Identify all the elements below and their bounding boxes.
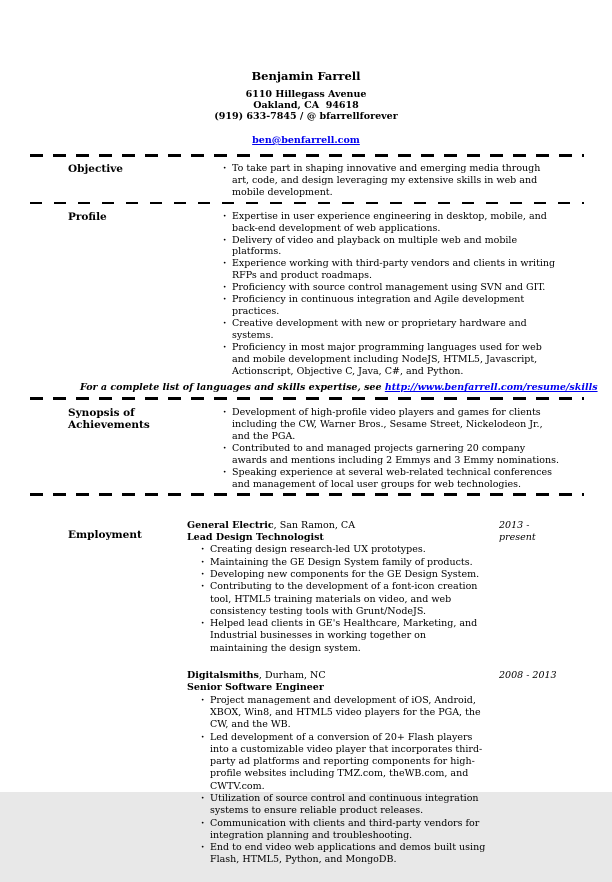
- bullet-item: · Utilization of source control and continuous integration systems to ensure reliable product releases.: [200, 793, 486, 818]
- section-synopsis: [0, 407, 612, 490]
- bullet-item: · Creative development with new or proprietary hardware and systems.: [222, 318, 560, 342]
- person-name: Benjamin Farrell: [251, 69, 361, 83]
- bullet-item: · Project management and development of iOS, Android, XBOX, Win8, and HTML5 video players for the PGA, the CW, and the WB.: [200, 695, 486, 732]
- resume-header: [0, 0, 612, 147]
- address-line-2: Oakland, CA 94618: [253, 100, 359, 111]
- email-row: [0, 128, 612, 147]
- company-location: , Durham, NC: [258, 670, 326, 682]
- bullet-item: · Helped lead clients in GE's Healthcare, Marketing, and Industrial businesses in working together on maintaining the design system.: [200, 618, 486, 655]
- job-entry-general-electric: [187, 520, 557, 655]
- bullet-item: · Expertise in user experience engineering in desktop, mobile, and back-end development of web applications.: [222, 211, 560, 235]
- job-entry-digitalsmiths: [187, 670, 557, 867]
- bullet-item: · Maintaining the GE Design System family of products.: [200, 557, 486, 569]
- company-location: , San Ramon, CA: [273, 519, 356, 531]
- skills-note-lead: For a complete list of languages and skills expertise, see: [80, 382, 385, 394]
- bullet-item: · To take part in shaping innovative and emerging media through art, code, and design leveraging my extensive skills in web and mobile development.: [222, 163, 560, 199]
- phone-handle-line: (919) 633-7845 / @ bfarrellforever: [214, 111, 398, 122]
- profile-heading: Profile: [68, 210, 107, 223]
- bullet-item: · Experience working with third-party vendors and clients in writing RFPs and product roadmaps.: [222, 258, 560, 282]
- job-title: Lead Design Technologist: [187, 532, 324, 544]
- bullet-item: · Development of high-profile video players and games for clients including the CW, Warner Bros., Sesame Street, Nickelodeon Jr., and the PGA.: [222, 407, 560, 443]
- bullet-item: · Proficiency with source control management using SVN and GIT.: [222, 282, 560, 294]
- company-name: General Electric: [187, 519, 274, 531]
- divider-header: [30, 154, 584, 157]
- bullet-item: · Delivery of video and playback on multiple web and mobile platforms.: [222, 235, 560, 259]
- objective-heading: Objective: [68, 163, 123, 175]
- job-dates: 2013 - present: [499, 519, 536, 544]
- skills-url-link[interactable]: http://www.benfarrell.com/resume/skills: [384, 382, 598, 394]
- job-dates: 2008 - 2013: [499, 670, 557, 682]
- company-line: [187, 520, 355, 532]
- bullet-item: · Proficiency in most major programming languages used for web and mobile development including NodeJS, HTML5, Javascript, Actionscript, Objective C, Java, C#, and Python.: [222, 342, 560, 378]
- bullet-item: · Developing new components for the GE Design System.: [200, 569, 486, 581]
- job-head: [187, 520, 557, 545]
- company-name: Digitalsmiths: [187, 670, 259, 682]
- employment-content: [187, 520, 557, 882]
- section-profile: [0, 211, 612, 378]
- bullet-item: · Creating design research-led UX prototypes.: [200, 544, 486, 556]
- bullet-item: · Speaking experience at several web-related technical conferences and management of local user groups for web technologies.: [222, 467, 560, 491]
- section-employment: [0, 520, 612, 882]
- company-line: [187, 670, 326, 682]
- employment-heading: Employment: [68, 528, 142, 541]
- bullet-item: · Communication with clients and third-party vendors for integration planning and troubleshooting.: [200, 818, 486, 843]
- email-link[interactable]: ben@benfarrell.com: [252, 135, 360, 146]
- section-objective: [0, 163, 612, 199]
- objective-content: [222, 163, 560, 199]
- address-line-1: 6110 Hillegass Avenue: [245, 89, 367, 100]
- bullet-item: · Contributing to the development of a font-icon creation tool, HTML5 training materials on video, and web consistency testing tools with Grunt/NodeJS.: [200, 581, 486, 618]
- divider-objective: [30, 202, 584, 204]
- job-company-title: [187, 520, 355, 545]
- divider-synopsis: [30, 493, 584, 496]
- bullet-item: · End to end video web applications and demos built using Flash, HTML5, Python, and MongoDB.: [200, 842, 486, 867]
- profile-content: [222, 211, 560, 378]
- job-company-title: [187, 670, 326, 695]
- bullet-item: · Proficiency in continuous integration and Agile development practices.: [222, 294, 560, 318]
- bullet-item: · Led development of a conversion of 20+ Flash players into a customizable video player that incorporates third-party ad platforms and reporting components for high-profile websites including TMZ.com, theWB.com, and CWTV.com.: [200, 732, 486, 793]
- synopsis-content: [222, 407, 560, 490]
- skills-note: [80, 382, 612, 393]
- synopsis-heading: Synopsis of Achievements: [68, 407, 150, 432]
- job-title: Senior Software Engineer: [187, 682, 324, 694]
- divider-skills: [30, 397, 584, 400]
- bullet-item: · Contributed to and managed projects garnering 20 company awards and mentions including 2 Emmys and 3 Emmy nominations.: [222, 443, 560, 467]
- job-head: [187, 670, 557, 695]
